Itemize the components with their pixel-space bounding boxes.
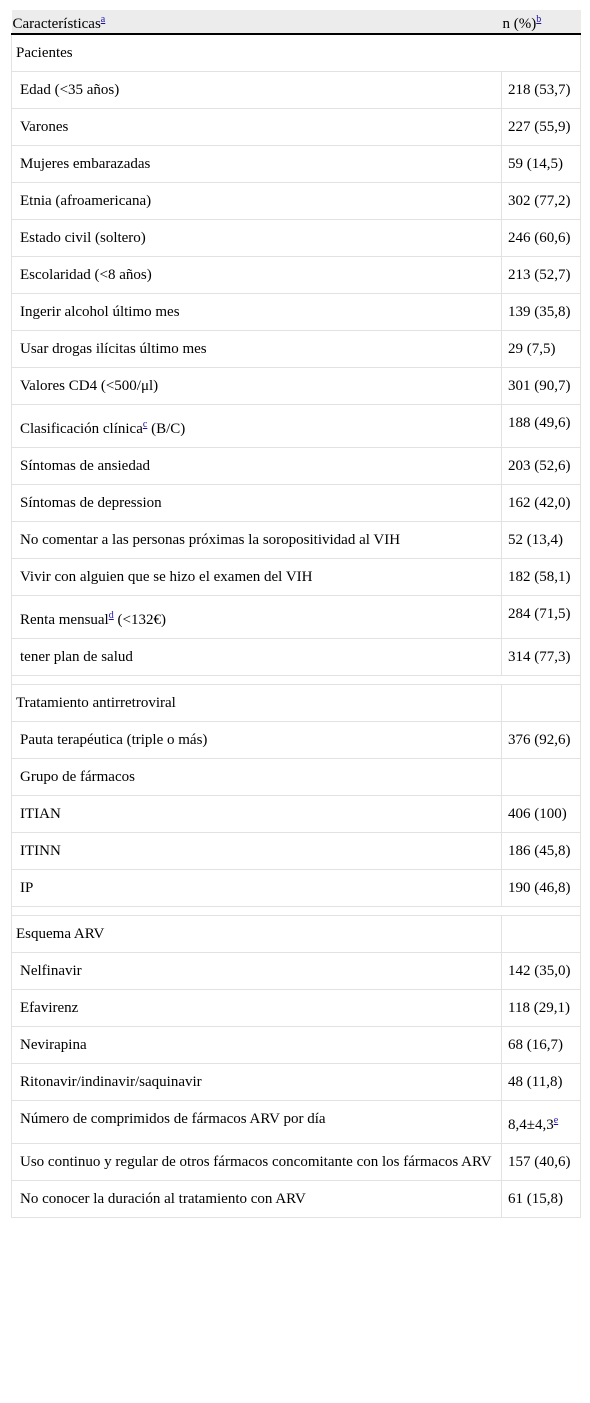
table-row [12, 953, 581, 990]
row-value-cell [502, 1064, 581, 1101]
table-header-row [12, 10, 581, 34]
row-label-cell [12, 183, 502, 220]
row-label-suffix: (B/C) [147, 421, 186, 437]
row-label-cell [12, 639, 502, 676]
row-value: 48 (11,8) [508, 1074, 563, 1090]
table-row [12, 220, 581, 257]
table-row [12, 146, 581, 183]
table-row [12, 639, 581, 676]
row-label: Vivir con alguien que se hizo el examen del VIH [20, 569, 313, 585]
row-label: No comentar a las personas próximas la soropositividad al VIH [20, 532, 401, 548]
section-spacer [12, 676, 581, 685]
row-label: Pauta terapéutica (triple o más) [20, 732, 208, 748]
row-label-cell [12, 1101, 502, 1144]
row-value-cell [502, 1101, 581, 1144]
row-value: 246 (60,6) [508, 230, 571, 246]
section-header-row [12, 34, 581, 72]
row-value: 301 (90,7) [508, 378, 571, 394]
spacer-cell [12, 676, 581, 685]
row-value-cell [502, 109, 581, 146]
table-body [12, 34, 581, 1218]
section-header-row [12, 685, 581, 722]
row-label-cell [12, 72, 502, 109]
table-row [12, 294, 581, 331]
table-row [12, 331, 581, 368]
row-label-cell [12, 1027, 502, 1064]
section-title: Esquema ARV [16, 926, 105, 942]
row-label: Ingerir alcohol último mes [20, 304, 180, 320]
row-label-cell [12, 722, 502, 759]
footnote-link-a[interactable]: a [100, 13, 106, 25]
row-label: tener plan de salud [20, 649, 133, 665]
table-row [12, 796, 581, 833]
section-title: Tratamiento antirretroviral [16, 695, 176, 711]
table-row [12, 1064, 581, 1101]
row-value: 186 (45,8) [508, 843, 571, 859]
row-value-cell [502, 559, 581, 596]
row-value: 284 (71,5) [508, 606, 571, 622]
row-value: 8,4±4,3 [508, 1117, 554, 1133]
row-value: 157 (40,6) [508, 1154, 571, 1170]
row-label-cell [12, 833, 502, 870]
section-empty-cell [502, 916, 581, 953]
row-value-cell [502, 1027, 581, 1064]
row-value-cell [502, 796, 581, 833]
table-row [12, 485, 581, 522]
row-value-cell [502, 146, 581, 183]
spacer-cell [12, 907, 581, 916]
row-label: Edad (<35 años) [20, 82, 120, 98]
row-label-cell [12, 870, 502, 907]
table-row [12, 870, 581, 907]
row-label-cell [12, 990, 502, 1027]
row-value-cell [502, 522, 581, 559]
row-label-cell [12, 759, 502, 796]
row-label: Nevirapina [20, 1037, 87, 1053]
table-row [12, 257, 581, 294]
row-value: 139 (35,8) [508, 304, 571, 320]
row-value: 227 (55,9) [508, 119, 571, 135]
row-label: Valores CD4 (<500/μl) [20, 378, 159, 394]
row-value: 218 (53,7) [508, 82, 571, 98]
row-label-cell [12, 331, 502, 368]
row-label: Síntomas de ansiedad [20, 458, 150, 474]
row-label-cell [12, 257, 502, 294]
row-value: 213 (52,7) [508, 267, 571, 283]
row-label: Número de comprimidos de fármacos ARV por día [20, 1111, 326, 1127]
row-value-cell [502, 448, 581, 485]
row-label-cell [12, 485, 502, 522]
section-title: Pacientes [16, 45, 73, 61]
row-value-cell [502, 759, 581, 796]
row-label: ITINN [20, 843, 61, 859]
section-empty-cell [502, 685, 581, 722]
table-row [12, 109, 581, 146]
row-value: 188 (49,6) [508, 415, 571, 431]
table-row [12, 183, 581, 220]
row-value: 406 (100) [508, 806, 567, 822]
row-value: 190 (46,8) [508, 880, 571, 896]
row-label-cell [12, 1064, 502, 1101]
row-label: Varones [20, 119, 69, 135]
row-label-suffix: (<132€) [113, 612, 166, 628]
row-label: Escolaridad (<8 años) [20, 267, 152, 283]
characteristics-table-container [11, 10, 580, 1218]
characteristics-table [11, 10, 581, 1218]
section-title-cell [12, 916, 502, 953]
table-row [12, 405, 581, 448]
table-row [12, 722, 581, 759]
row-label-cell [12, 596, 502, 639]
row-label-cell [12, 522, 502, 559]
row-value-cell [502, 183, 581, 220]
row-value-cell [502, 596, 581, 639]
row-label: Uso continuo y regular de otros fármacos concomitante con los fármacos ARV [20, 1154, 492, 1170]
footnote-link-b[interactable]: b [536, 13, 542, 25]
header-characteristics [12, 10, 502, 34]
row-label-cell [12, 559, 502, 596]
row-value-cell [502, 294, 581, 331]
table-row [12, 596, 581, 639]
row-value-cell [502, 257, 581, 294]
row-label-cell [12, 1144, 502, 1181]
header-n-percent [502, 10, 581, 34]
table-row [12, 1027, 581, 1064]
row-label: Clasificación clínica [20, 421, 143, 437]
row-value: 68 (16,7) [508, 1037, 563, 1053]
row-label: Renta mensual [20, 612, 109, 628]
row-value-cell [502, 1144, 581, 1181]
row-value: 182 (58,1) [508, 569, 571, 585]
row-value-cell [502, 833, 581, 870]
table-row [12, 522, 581, 559]
row-value: 302 (77,2) [508, 193, 571, 209]
row-label-cell [12, 109, 502, 146]
footnote-link-e[interactable]: e [553, 1115, 559, 1126]
row-value-cell [502, 368, 581, 405]
header-n-percent-label: n (%) [502, 15, 537, 32]
row-value: 314 (77,3) [508, 649, 571, 665]
row-value: 142 (35,0) [508, 963, 571, 979]
row-value-cell [502, 870, 581, 907]
row-label: Nelfinavir [20, 963, 82, 979]
row-value-cell [502, 331, 581, 368]
row-label: Síntomas de depression [20, 495, 162, 511]
row-value: 162 (42,0) [508, 495, 571, 511]
row-label: Mujeres embarazadas [20, 156, 151, 172]
row-value-cell [502, 722, 581, 759]
section-spacer [12, 907, 581, 916]
row-label-cell [12, 953, 502, 990]
row-label: IP [20, 880, 34, 896]
row-value-cell [502, 72, 581, 109]
table-row [12, 559, 581, 596]
section-title-cell [12, 34, 581, 72]
row-label: No conocer la duración al tratamiento con ARV [20, 1191, 306, 1207]
row-label: Etnia (afroamericana) [20, 193, 152, 209]
table-row [12, 72, 581, 109]
row-label-cell [12, 220, 502, 257]
row-value-cell [502, 405, 581, 448]
row-value: 376 (92,6) [508, 732, 571, 748]
row-label: Usar drogas ilícitas último mes [20, 341, 207, 357]
table-row [12, 833, 581, 870]
table-row [12, 1181, 581, 1218]
row-label-cell [12, 1181, 502, 1218]
header-characteristics-label: Características [12, 15, 101, 32]
row-value-cell [502, 639, 581, 676]
row-label-cell [12, 405, 502, 448]
row-value-cell [502, 953, 581, 990]
row-label-cell [12, 146, 502, 183]
footnote-link-c[interactable]: c [142, 419, 148, 430]
table-row [12, 1144, 581, 1181]
row-value: 29 (7,5) [508, 341, 556, 357]
table-row [12, 990, 581, 1027]
row-value-cell [502, 990, 581, 1027]
row-value: 61 (15,8) [508, 1191, 563, 1207]
table-row [12, 1101, 581, 1144]
row-label-cell [12, 448, 502, 485]
row-label: Ritonavir/indinavir/saquinavir [20, 1074, 202, 1090]
table-row [12, 448, 581, 485]
section-title-cell [12, 685, 502, 722]
table-row [12, 759, 581, 796]
row-value-cell [502, 220, 581, 257]
row-value: 118 (29,1) [508, 1000, 570, 1016]
section-header-row [12, 916, 581, 953]
row-value-cell [502, 485, 581, 522]
row-value: 52 (13,4) [508, 532, 563, 548]
table-row [12, 368, 581, 405]
row-value-cell [502, 1181, 581, 1218]
row-label-cell [12, 796, 502, 833]
row-label: ITIAN [20, 806, 61, 822]
row-value: 203 (52,6) [508, 458, 571, 474]
row-label: Estado civil (soltero) [20, 230, 146, 246]
footnote-link-d[interactable]: d [108, 610, 114, 621]
row-label-cell [12, 294, 502, 331]
row-label-cell [12, 368, 502, 405]
row-label: Efavirenz [20, 1000, 79, 1016]
row-value: 59 (14,5) [508, 156, 563, 172]
row-label: Grupo de fármacos [20, 769, 135, 785]
